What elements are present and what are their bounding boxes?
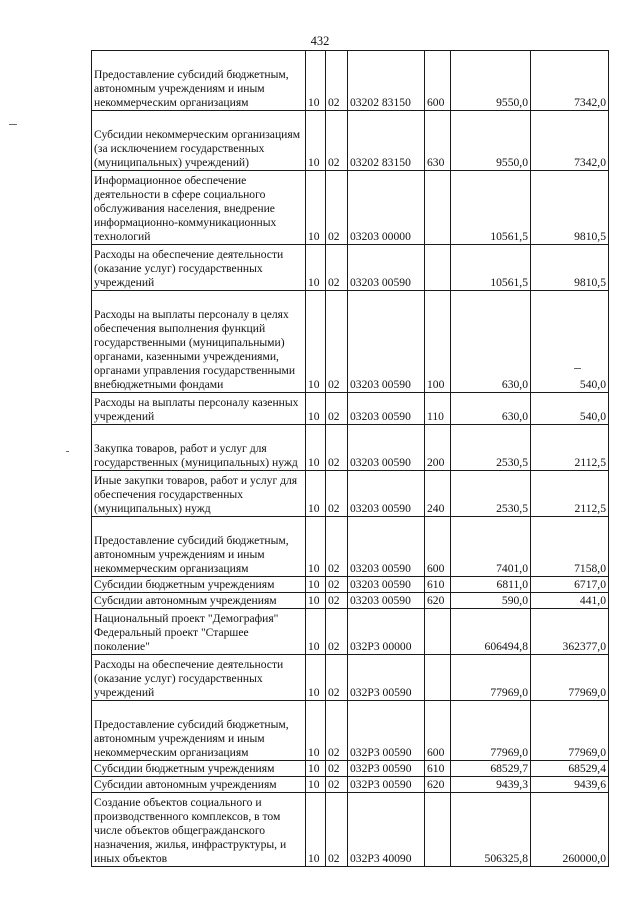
target-article-code: 032P3 00000 (348, 609, 425, 655)
expense-type-code: 600 (425, 517, 451, 577)
row-name: Субсидии некоммерческим организациям (за исключением государственных (муниципальных) учреждений) (92, 111, 306, 171)
section-code: 10 (306, 793, 326, 867)
row-name: Субсидии автономным учреждениям (92, 777, 306, 793)
table-row (92, 393, 609, 425)
subsection-code: 02 (326, 517, 348, 577)
amount-year-2: 7342,0 (531, 51, 609, 111)
page-number: 432 (310, 34, 330, 48)
subsection-code: 02 (326, 655, 348, 701)
table-row (92, 517, 609, 577)
amount-year-2: 9810,5 (531, 171, 609, 245)
budget-table (91, 50, 609, 867)
amount-year-2: 2112,5 (531, 471, 609, 517)
table-row (92, 471, 609, 517)
subsection-code: 02 (326, 701, 348, 761)
amount-year-1: 10561,5 (451, 171, 531, 245)
scan-mark (9, 124, 17, 125)
amount-year-1: 68529,7 (451, 761, 531, 777)
table-row (92, 245, 609, 291)
section-code: 10 (306, 609, 326, 655)
expense-type-code: 600 (425, 701, 451, 761)
amount-year-1: 2530,5 (451, 425, 531, 471)
row-name: Закупка товаров, работ и услуг для государственных (муниципальных) нужд (92, 425, 306, 471)
row-name: Субсидии автономным учреждениям (92, 593, 306, 609)
row-name: Расходы на выплаты персоналу казенных учреждений (92, 393, 306, 425)
table-row (92, 51, 609, 111)
section-code: 10 (306, 111, 326, 171)
section-code: 10 (306, 577, 326, 593)
amount-year-2: 9439,6 (531, 777, 609, 793)
table-row (92, 777, 609, 793)
target-article-code: 032P3 00590 (348, 777, 425, 793)
expense-type-code: 240 (425, 471, 451, 517)
target-article-code: 032P3 00590 (348, 655, 425, 701)
expense-type-code (425, 609, 451, 655)
table-row (92, 577, 609, 593)
subsection-code: 02 (326, 793, 348, 867)
subsection-code: 02 (326, 777, 348, 793)
row-name: Информационное обеспечение деятельности в сфере социального обслуживания населения, внедрение информационно-коммуникационных технологий (92, 171, 306, 245)
subsection-code: 02 (326, 51, 348, 111)
amount-year-2: 540,0 (531, 393, 609, 425)
row-name: Предоставление субсидий бюджетным, автономным учреждениям и иным некоммерческим организациям (92, 701, 306, 761)
expense-type-code (425, 245, 451, 291)
amount-year-2: 362377,0 (531, 609, 609, 655)
row-name: Предоставление субсидий бюджетным, автономным учреждениям и иным некоммерческим организациям (92, 51, 306, 111)
row-name: Расходы на обеспечение деятельности (оказание услуг) государственных учреждений (92, 655, 306, 701)
amount-year-1: 10561,5 (451, 245, 531, 291)
amount-year-1: 9550,0 (451, 51, 531, 111)
section-code: 10 (306, 655, 326, 701)
section-code: 10 (306, 291, 326, 393)
subsection-code: 02 (326, 761, 348, 777)
target-article-code: 03203 00590 (348, 393, 425, 425)
table-row (92, 609, 609, 655)
row-name: Иные закупки товаров, работ и услуг для обеспечения государственных (муниципальных) нужд (92, 471, 306, 517)
subsection-code: 02 (326, 593, 348, 609)
amount-year-1: 506325,8 (451, 793, 531, 867)
row-name: Субсидии бюджетным учреждениям (92, 577, 306, 593)
amount-year-2: 68529,4 (531, 761, 609, 777)
table-row (92, 655, 609, 701)
table-row (92, 111, 609, 171)
amount-year-1: 9439,3 (451, 777, 531, 793)
section-code: 10 (306, 51, 326, 111)
target-article-code: 03203 00590 (348, 577, 425, 593)
row-name: Предоставление субсидий бюджетным, автономным учреждениям и иным некоммерческим организациям (92, 517, 306, 577)
table-row (92, 701, 609, 761)
section-code: 10 (306, 471, 326, 517)
amount-year-2: 7342,0 (531, 111, 609, 171)
amount-year-2: 540,0 (531, 291, 609, 393)
expense-type-code: 100 (425, 291, 451, 393)
target-article-code: 03203 00590 (348, 291, 425, 393)
subsection-code: 02 (326, 425, 348, 471)
expense-type-code: 610 (425, 577, 451, 593)
subsection-code: 02 (326, 609, 348, 655)
amount-year-2: 77969,0 (531, 655, 609, 701)
amount-year-2: 7158,0 (531, 517, 609, 577)
expense-type-code: 630 (425, 111, 451, 171)
subsection-code: 02 (326, 171, 348, 245)
subsection-code: 02 (326, 111, 348, 171)
expense-type-code: 620 (425, 593, 451, 609)
expense-type-code: 200 (425, 425, 451, 471)
section-code: 10 (306, 517, 326, 577)
amount-year-2: 6717,0 (531, 577, 609, 593)
expense-type-code: 620 (425, 777, 451, 793)
subsection-code: 02 (326, 291, 348, 393)
subsection-code: 02 (326, 393, 348, 425)
section-code: 10 (306, 701, 326, 761)
target-article-code: 03202 83150 (348, 51, 425, 111)
table-row (92, 425, 609, 471)
amount-year-1: 630,0 (451, 291, 531, 393)
amount-year-2: 77969,0 (531, 701, 609, 761)
row-name: Национальный проект "Демография" Федеральный проект "Старшее поколение" (92, 609, 306, 655)
row-name: Расходы на выплаты персоналу в целях обеспечения выполнения функций государственными (муниципальными) органами, казенными учреждениями, органами управления государственными внебюджетными фондами (92, 291, 306, 393)
expense-type-code (425, 793, 451, 867)
section-code: 10 (306, 425, 326, 471)
table-row (92, 593, 609, 609)
expense-type-code (425, 171, 451, 245)
amount-year-1: 77969,0 (451, 701, 531, 761)
target-article-code: 032P3 00590 (348, 761, 425, 777)
expense-type-code: 600 (425, 51, 451, 111)
amount-year-1: 9550,0 (451, 111, 531, 171)
amount-year-1: 606494,8 (451, 609, 531, 655)
section-code: 10 (306, 593, 326, 609)
target-article-code: 032P3 40090 (348, 793, 425, 867)
expense-type-code: 110 (425, 393, 451, 425)
amount-year-1: 77969,0 (451, 655, 531, 701)
amount-year-1: 2530,5 (451, 471, 531, 517)
section-code: 10 (306, 777, 326, 793)
subsection-code: 02 (326, 577, 348, 593)
amount-year-1: 6811,0 (451, 577, 531, 593)
subsection-code: 02 (326, 245, 348, 291)
target-article-code: 03203 00590 (348, 471, 425, 517)
amount-year-2: 2112,5 (531, 425, 609, 471)
target-article-code: 03203 00000 (348, 171, 425, 245)
row-name: Расходы на обеспечение деятельности (оказание услуг) государственных учреждений (92, 245, 306, 291)
table-row (92, 291, 609, 393)
amount-year-2: 441,0 (531, 593, 609, 609)
table-row (92, 793, 609, 867)
amount-year-2: 9810,5 (531, 245, 609, 291)
row-name: Создание объектов социального и производственного комплексов, в том числе объектов общегражданского назначения, жилья, инфраструктуры, и иных объектов (92, 793, 306, 867)
expense-type-code: 610 (425, 761, 451, 777)
section-code: 10 (306, 245, 326, 291)
section-code: 10 (306, 393, 326, 425)
amount-year-1: 630,0 (451, 393, 531, 425)
target-article-code: 03203 00590 (348, 245, 425, 291)
scan-mark (66, 451, 69, 452)
table-row (92, 171, 609, 245)
target-article-code: 03203 00590 (348, 425, 425, 471)
amount-year-1: 7401,0 (451, 517, 531, 577)
target-article-code: 032P3 00590 (348, 701, 425, 761)
amount-year-2: 260000,0 (531, 793, 609, 867)
amount-year-1: 590,0 (451, 593, 531, 609)
subsection-code: 02 (326, 471, 348, 517)
expense-type-code (425, 655, 451, 701)
section-code: 10 (306, 761, 326, 777)
section-code: 10 (306, 171, 326, 245)
row-name: Субсидии бюджетным учреждениям (92, 761, 306, 777)
target-article-code: 03203 00590 (348, 593, 425, 609)
table-row (92, 761, 609, 777)
target-article-code: 03202 83150 (348, 111, 425, 171)
target-article-code: 03203 00590 (348, 517, 425, 577)
